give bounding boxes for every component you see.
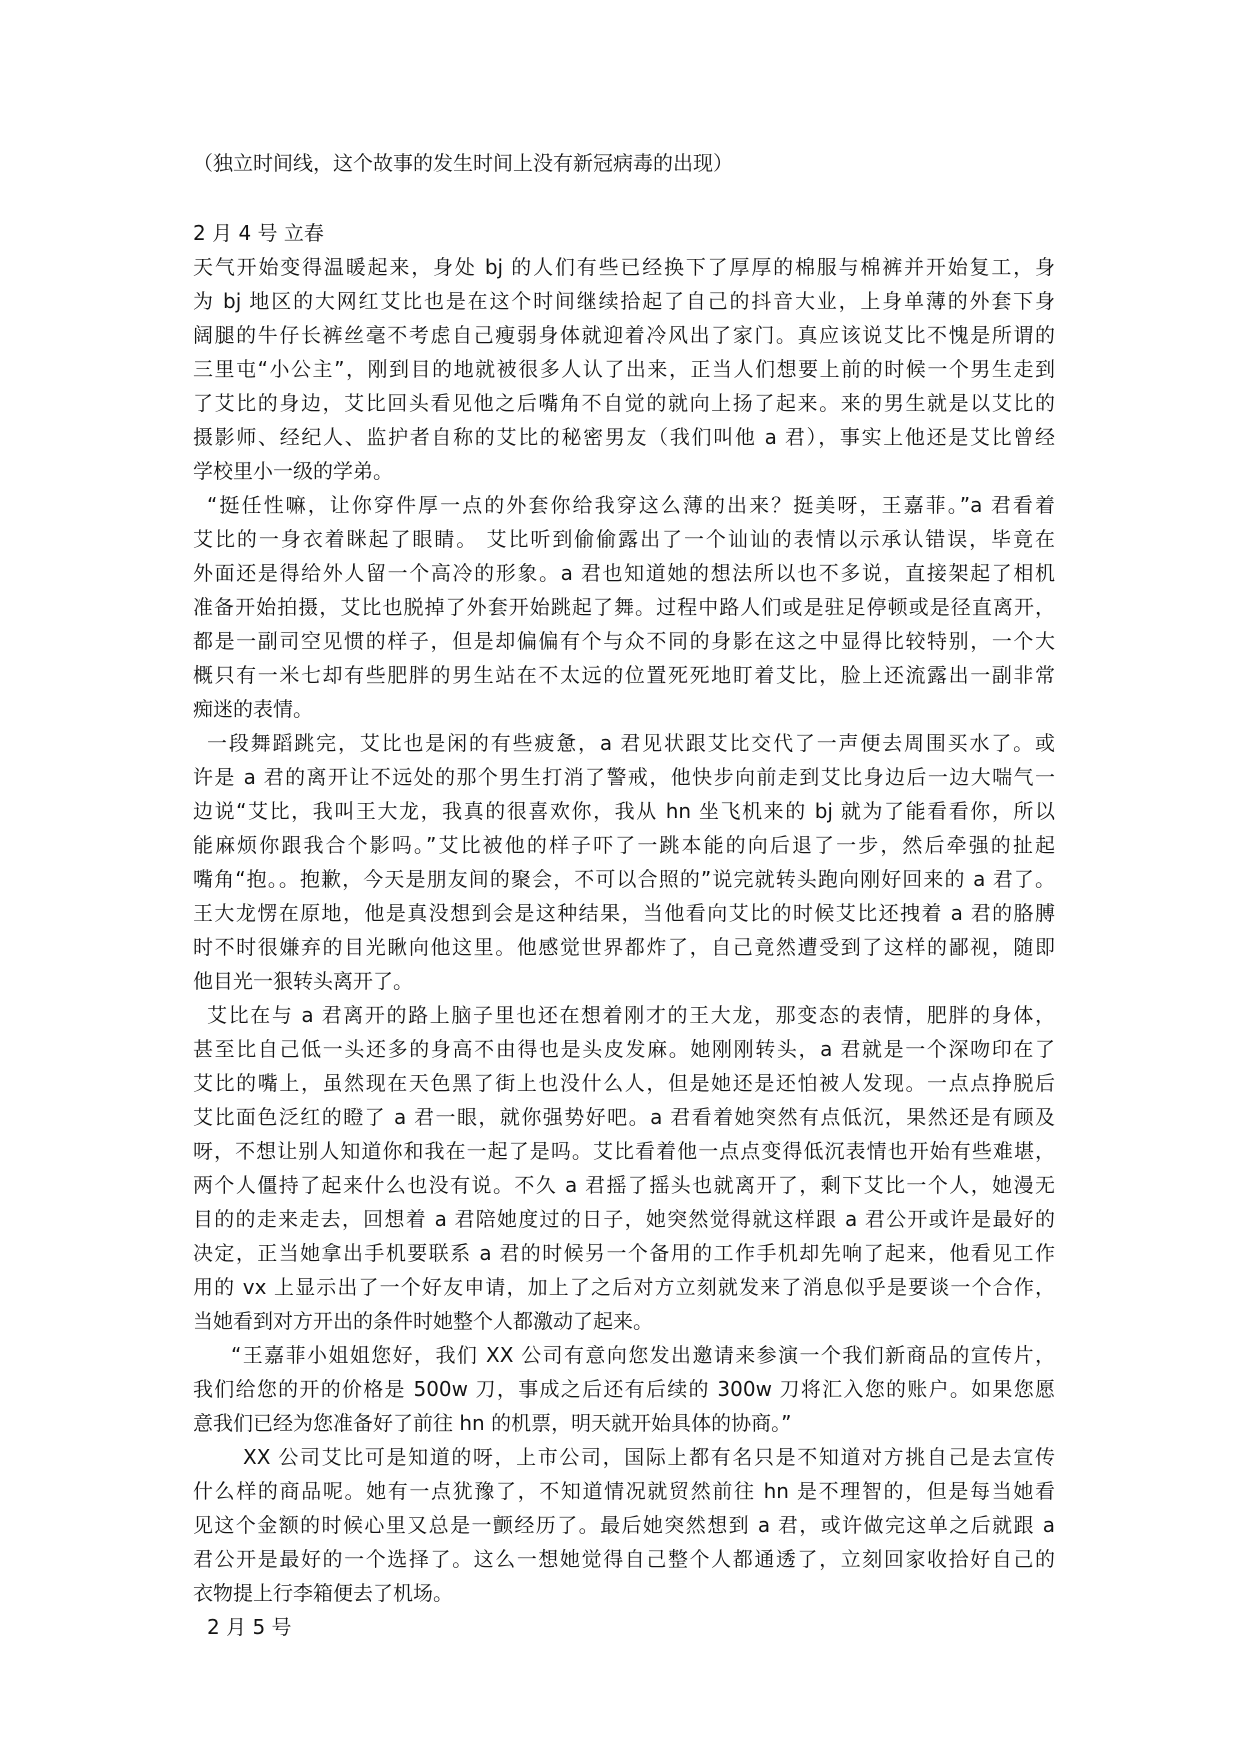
paragraph-line: “挺任性嘛，让你穿件厚一点的外套你给我穿这么薄的出来？挺美呀，王嘉菲。”a 君看着 (207, 493, 1055, 517)
paragraph-line: 什么样的商品呢。她有一点犹豫了，不知道情况就贸然前往 hn 是不理智的，但是每当她看 (193, 1479, 1055, 1503)
paragraph-line: 外面还是得给外人留一个高冷的形象。a 君也知道她的想法所以也不多说，直接架起了相机 (193, 561, 1055, 585)
paragraph-line: 概只有一米七却有些肥胖的男生站在不太远的位置死死地盯着艾比，脸上还流露出一副非常 (193, 663, 1055, 687)
paragraph-1 (193, 250, 1055, 488)
paragraph-line: 阔腿的牛仔长裤丝毫不考虑自己瘦弱身体就迎着冷风出了家门。真应该说艾比不愧是所谓的 (193, 323, 1055, 347)
paragraph-line: 三里屯“小公主”，刚到目的地就被很多人认了出来，正当人们想要上前的时候一个男生走到 (193, 357, 1055, 381)
paragraph-line: 决定，正当她拿出手机要联系 a 君的时候另一个备用的工作手机却先响了起来，他看见工作 (193, 1241, 1055, 1265)
paragraph-line: 呀，不想让别人知道你和我在一起了是吗。艾比看着他一点点变得低沉表情也开始有些难堪， (193, 1139, 1055, 1163)
paragraph-line: 他目光一狠转头离开了。 (193, 969, 413, 993)
date-heading-feb-4: 2 月 4 号 立春 (193, 221, 324, 245)
paragraph-line: 衣物提上行李箱便去了机场。 (193, 1581, 453, 1605)
paragraph-line: 许是 a 君的离开让不远处的那个男生打消了警戒，他快步向前走到艾比身边后一边大喘气一 (193, 765, 1055, 789)
paragraph-line: 用的 vx 上显示出了一个好友申请，加上了之后对方立刻就发来了消息似乎是要谈一个合作， (193, 1275, 1055, 1299)
paragraph-line: 我们给您的开的价格是 500w 刀，事成之后还有后续的 300w 刀将汇入您的账户。如果您愿 (193, 1377, 1055, 1401)
paragraph-line: 准备开始拍摄，艾比也脱掉了外套开始跳起了舞。过程中路人们或是驻足停顿或是径直离开， (193, 595, 1055, 619)
paragraph-line: 目的的走来走去，回想着 a 君陪她度过的日子，她突然觉得就这样跟 a 君公开或许是最好的 (193, 1207, 1055, 1231)
paragraph-line: 学校里小一级的学弟。 (193, 459, 393, 483)
paragraph-line: 能麻烦你跟我合个影吗。”艾比被他的样子吓了一跳本能的向后退了一步，然后牵强的扯起 (193, 833, 1055, 857)
paragraph-line: “王嘉菲小姐姐您好，我们 XX 公司有意向您发出邀请来参演一个我们新商品的宣传片， (231, 1343, 1055, 1367)
paragraph-line: 嘴角“抱。。抱歉，今天是朋友间的聚会，不可以合照的”说完就转头跑向刚好回来的 a 君了。 (193, 867, 1055, 891)
blank-line (193, 180, 1055, 216)
paragraph-line: 意我们已经为您准备好了前往 hn 的机票，明天就开始具体的协商。” (193, 1411, 792, 1435)
paragraph-2 (193, 488, 1055, 726)
paragraph-line: 当她看到对方开出的条件时她整个人都激动了起来。 (193, 1309, 653, 1333)
paragraph-line: 了艾比的身边，艾比回头看见他之后嘴角不自觉的就向上扬了起来。来的男生就是以艾比的 (193, 391, 1055, 415)
paragraph-line: 王大龙愣在原地，他是真没想到会是这种结果，当他看向艾比的时候艾比还拽着 a 君的胳膊 (193, 901, 1055, 925)
paragraph-line: 艾比的嘴上，虽然现在天色黑了街上也没什么人，但是她还是还怕被人发现。一点点挣脱后 (193, 1071, 1055, 1095)
paragraph-line: 边说“艾比，我叫王大龙，我真的很喜欢你，我从 hn 坐飞机来的 bj 就为了能看看你，所以 (193, 799, 1055, 823)
paragraph-line: 见这个金额的时候心里又总是一颤经历了。最后她突然想到 a 君，或许做完这单之后就跟 a (193, 1513, 1055, 1537)
paragraph-line: 为 bj 地区的大网红艾比也是在这个时间继续拾起了自己的抖音大业，上身单薄的外套下身 (193, 289, 1055, 313)
date-heading-feb-5: 2 月 5 号 (207, 1615, 292, 1639)
paragraph-line: 都是一副司空见惯的样子，但是却偏偏有个与众不同的身影在这之中显得比较特别，一个大 (193, 629, 1055, 653)
paragraph-line: 艾比在与 a 君离开的路上脑子里也还在想着刚才的王大龙，那变态的表情，肥胖的身体， (207, 1003, 1055, 1027)
paragraph-line: XX 公司艾比可是知道的呀，上市公司，国际上都有名只是不知道对方挑自己是去宣传 (243, 1445, 1055, 1469)
paragraph-4 (193, 998, 1055, 1338)
timeline-note: （独立时间线，这个故事的发生时间上没有新冠病毒的出现） (193, 151, 733, 175)
paragraph-3 (193, 726, 1055, 998)
document-body (193, 146, 1055, 1644)
paragraph-line: 两个人僵持了起来什么也没有说。不久 a 君摇了摇头也就离开了，剩下艾比一个人，她漫无 (193, 1173, 1055, 1197)
paragraph-line: 甚至比自己低一头还多的身高不由得也是头皮发麻。她刚刚转头，a 君就是一个深吻印在了 (193, 1037, 1055, 1061)
paragraph-6 (193, 1440, 1055, 1610)
paragraph-line: 一段舞蹈跳完，艾比也是闲的有些疲惫，a 君见状跟艾比交代了一声便去周围买水了。或 (207, 731, 1055, 755)
paragraph-line: 时不时很嫌弃的目光瞅向他这里。他感觉世界都炸了，自己竟然遭受到了这样的鄙视，随即 (193, 935, 1055, 959)
paragraph-line: 摄影师、经纪人、监护者自称的艾比的秘密男友（我们叫他 a 君），事实上他还是艾比曾经 (193, 425, 1055, 449)
paragraph-line: 天气开始变得温暖起来，身处 bj 的人们有些已经换下了厚厚的棉服与棉裤并开始复工，身 (193, 255, 1055, 279)
paragraph-line: 艾比的一身衣着眯起了眼睛。 艾比听到偷偷露出了一个讪讪的表情以示承认错误，毕竟在 (193, 527, 1055, 551)
paragraph-line: 痴迷的表情。 (193, 697, 313, 721)
paragraph-5 (193, 1338, 1055, 1440)
paragraph-line: 君公开是最好的一个选择了。这么一想她觉得自己整个人都通透了，立刻回家收拾好自己的 (193, 1547, 1055, 1571)
paragraph-line: 艾比面色泛红的瞪了 a 君一眼，就你强势好吧。a 君看着她突然有点低沉，果然还是有顾及 (193, 1105, 1055, 1129)
